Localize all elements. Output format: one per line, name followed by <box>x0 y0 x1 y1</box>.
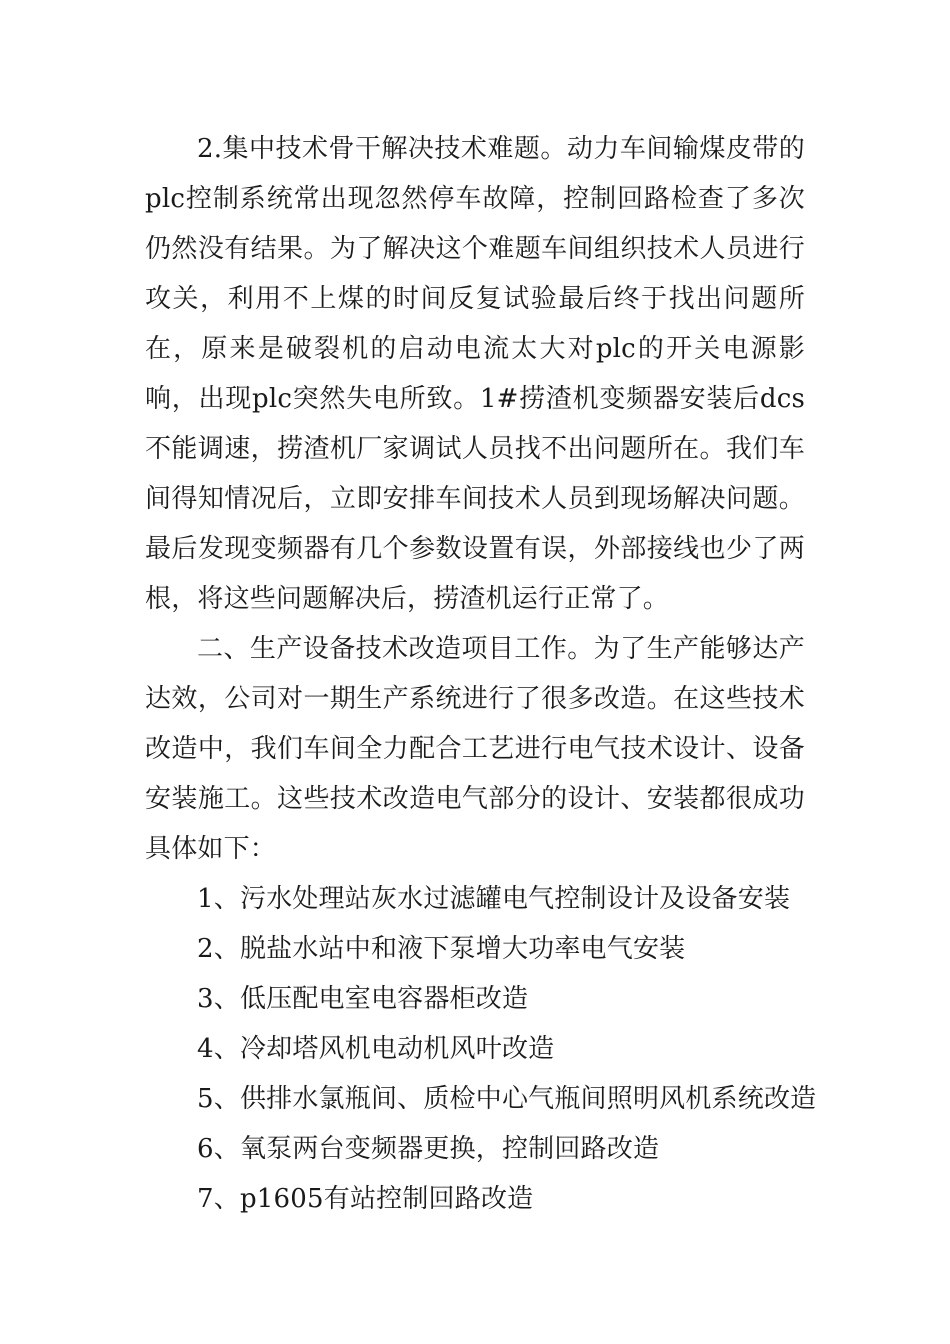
list-item: 3、低压配电室电容器柜改造 <box>197 984 529 1014</box>
paragraph-equipment-upgrades: 二、生产设备技术改造项目工作。为了生产能够达产达效，公司对一期生产系统进行了很多改造。在这些技术改造中，我们车间全力配合工艺进行电气技术设计、设备安装施工。这些技术改造电气部分的设计、安装都很成功具体如下： <box>145 634 805 864</box>
paragraph-technical-problems: 2.集中技术骨干解决技术难题。动力车间输煤皮带的plc控制系统常出现忽然停车故障，控制回路检查了多次仍然没有结果。为了解决这个难题车间组织技术人员进行攻关，利用不上煤的时间反复试验最后终于找出问题所在，原来是破裂机的启动电流太大对plc的开关电源影响，出现plc突然失电所致。1#捞渣机变频器安装后dcs不能调速，捞渣机厂家调试人员找不出问题所在。我们车间得知情况后，立即安排车间技术人员到现场解决问题。最后发现变频器有几个参数设置有误，外部接线也少了两根，将这些问题解决后，捞渣机运行正常了。 <box>145 134 805 614</box>
list-item: 7、p1605有站控制回路改造 <box>197 1184 534 1214</box>
upgrade-project-list <box>145 874 817 1224</box>
list-item: 6、氧泵两台变频器更换，控制回路改造 <box>197 1134 660 1164</box>
list-item: 1、污水处理站灰水过滤罐电气控制设计及设备安装 <box>197 884 791 914</box>
list-item: 5、供排水氯瓶间、质检中心气瓶间照明风机系统改造 <box>197 1084 817 1114</box>
document-body <box>145 124 817 1224</box>
list-item: 2、脱盐水站中和液下泵增大功率电气安装 <box>197 934 686 964</box>
list-item: 4、冷却塔风机电动机风叶改造 <box>197 1034 555 1064</box>
